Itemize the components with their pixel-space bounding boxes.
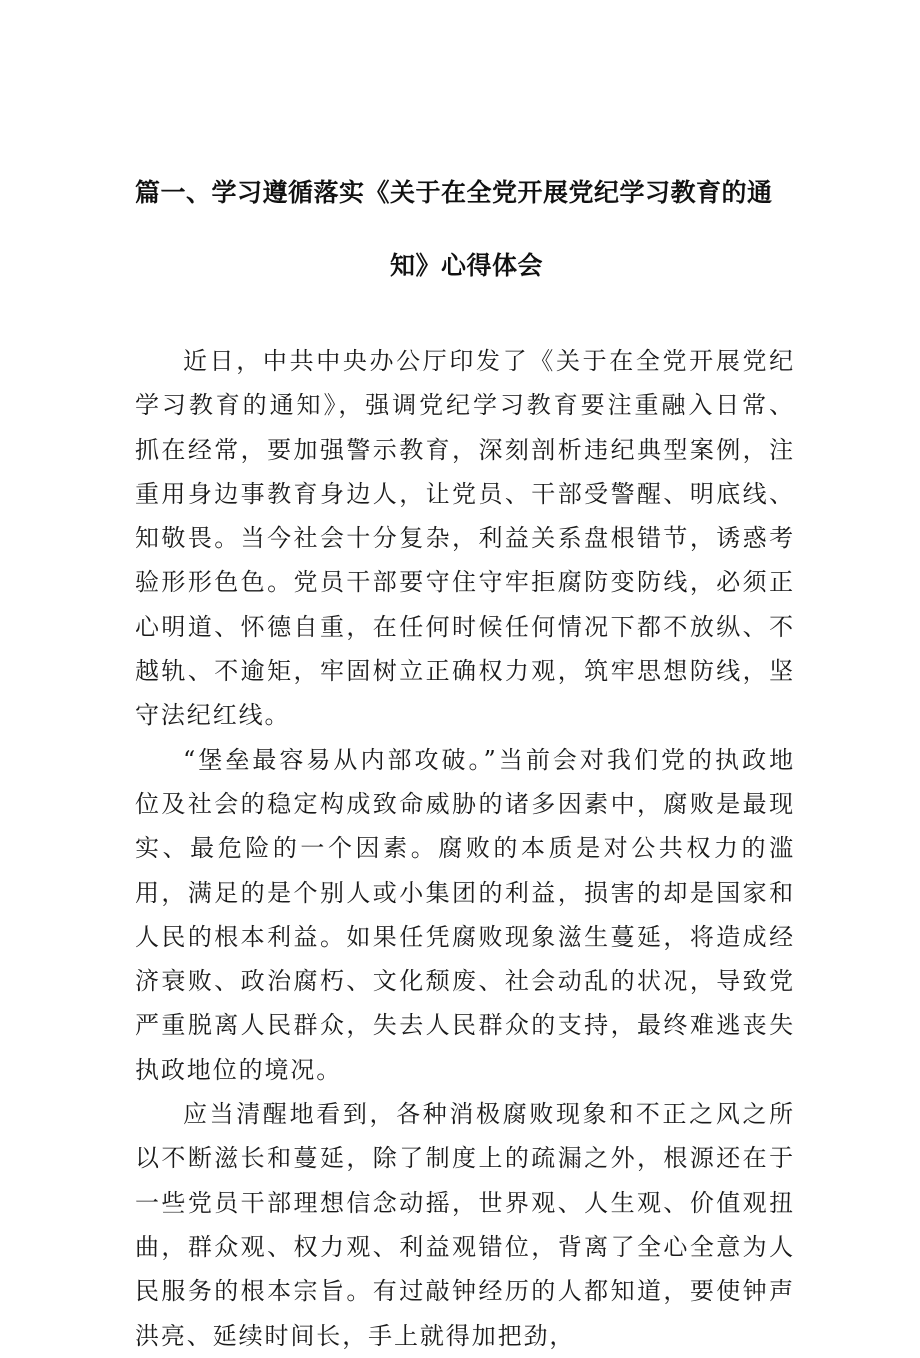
document-body xyxy=(135,339,795,1358)
paragraph-3: 应当清醒地看到，各种消极腐败现象和不正之风之所以不断滋长和蔓延，除了制度上的疏漏之外，根源还在于一些党员干部理想信念动摇，世界观、人生观、价值观扭曲，群众观、权力观、利益观错位，背离了全心全意为人民服务的根本宗旨。有过敲钟经历的人都知道，要使钟声洪亮、延续时间长，手上就得加把劲， xyxy=(135,1100,795,1350)
paragraph-1: 近日，中共中央办公厅印发了《关于在全党开展党纪学习教育的通知》，强调党纪学习教育要注重融入日常、抓在经常，要加强警示教育，深刻剖析违纪典型案例，注重用身边事教育身边人，让党员、干部受警醒、明底线、知敬畏。当今社会十分复杂，利益关系盘根错节，诱惑考验形形色色。党员干部要守住守牢拒腐防变防线，必须正心明道、怀德自重，在任何时候任何情况下都不放纵、不越轨、不逾矩，牢固树立正确权力观，筑牢思想防线，坚守法纪红线。 xyxy=(135,347,795,730)
paragraph-2: “堡垒最容易从内部攻破。”当前会对我们党的执政地位及社会的稳定构成致命威胁的诸多因素中，腐败是最现实、最危险的一个因素。腐败的本质是对公共权力的滥用，满足的是个别人或小集团的利益，损害的却是国家和人民的根本利益。如果任凭腐败现象滋生蔓延，将造成经济衰败、政治腐朽、文化颓废、社会动乱的状况，导致党严重脱离人民群众，失去人民群众的支持，最终难逃丧失执政地位的境况。 xyxy=(135,745,795,1084)
document-title-line-1: 篇一、学习遵循落实《关于在全党开展党纪学习教育的通 xyxy=(135,178,773,207)
document-title-line-2: 知》心得体会 xyxy=(390,251,544,280)
